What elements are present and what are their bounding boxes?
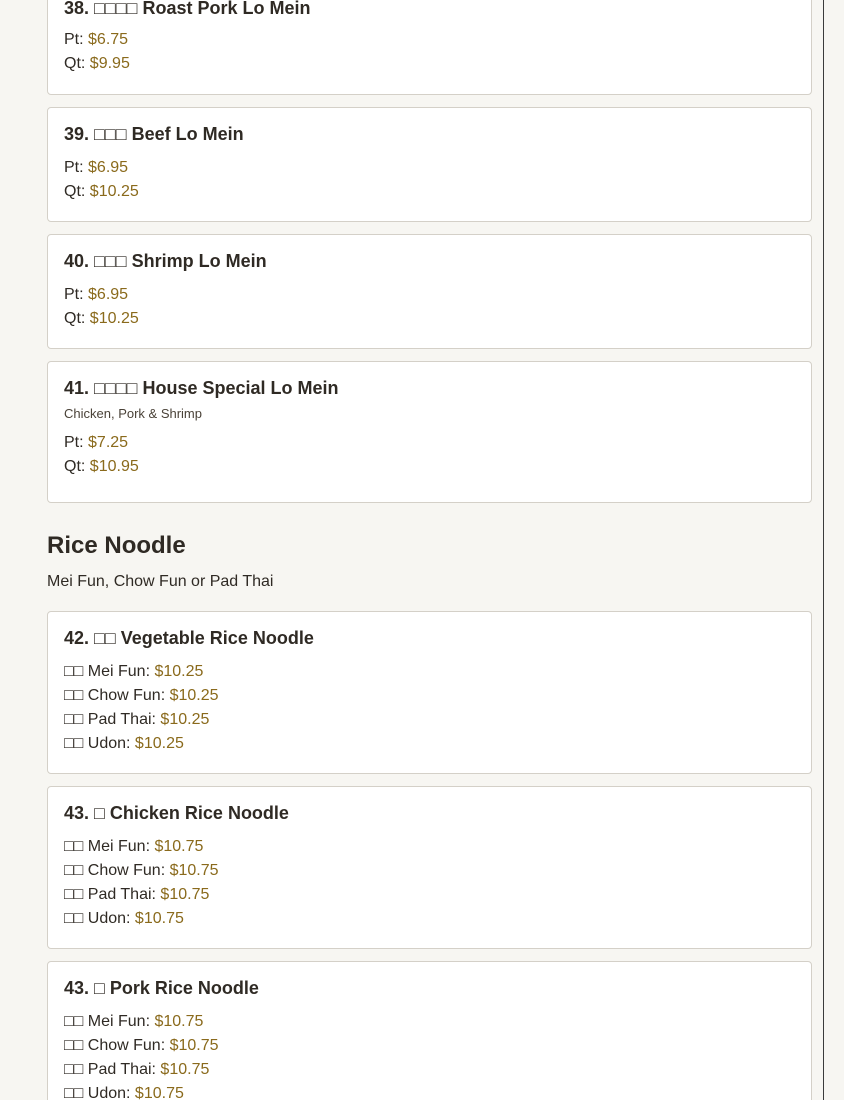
price-label: □□ Pad Thai: bbox=[64, 1061, 156, 1078]
price-line bbox=[64, 1034, 795, 1058]
price-line bbox=[64, 708, 795, 732]
price-line bbox=[64, 455, 795, 479]
price-value: $10.25 bbox=[134, 735, 184, 752]
price-line bbox=[64, 732, 795, 756]
price-line bbox=[64, 1082, 795, 1100]
price-value: $10.75 bbox=[169, 862, 219, 879]
price-label: □□ Udon: bbox=[64, 1085, 131, 1100]
price-value: $10.75 bbox=[154, 838, 204, 855]
price-label: Qt: bbox=[64, 458, 86, 475]
price-line bbox=[64, 684, 795, 708]
price-line bbox=[64, 907, 795, 931]
price-line bbox=[64, 180, 795, 204]
scrollbar[interactable] bbox=[823, 0, 824, 1100]
price-label: Pt: bbox=[64, 31, 84, 48]
menu-item-title: 41. □□□□ House Special Lo Mein bbox=[64, 378, 339, 398]
price-label: □□ Udon: bbox=[64, 735, 131, 752]
price-line bbox=[64, 431, 795, 455]
price-label: Pt: bbox=[64, 434, 84, 451]
menu-item-title: 43. □ Chicken Rice Noodle bbox=[64, 803, 289, 823]
price-label: □□ Mei Fun: bbox=[64, 838, 151, 855]
price-value: $10.95 bbox=[89, 458, 139, 475]
price-label: □□ Chow Fun: bbox=[64, 1037, 166, 1054]
price-label: Qt: bbox=[64, 55, 86, 72]
menu-column bbox=[47, 0, 812, 1100]
menu-item-card bbox=[47, 0, 812, 95]
menu-item-card bbox=[47, 786, 812, 949]
section-title: Rice Noodle bbox=[47, 532, 186, 559]
price-value: $10.25 bbox=[89, 183, 139, 200]
rice-noodle-section bbox=[47, 515, 812, 1100]
price-line bbox=[64, 52, 795, 76]
price-value: $7.25 bbox=[88, 434, 129, 451]
price-value: $6.95 bbox=[88, 159, 129, 176]
price-value: $10.75 bbox=[160, 886, 210, 903]
price-value: $10.25 bbox=[154, 663, 204, 680]
menu-item-title: 40. □□□ Shrimp Lo Mein bbox=[64, 251, 267, 271]
price-value: $10.25 bbox=[160, 711, 210, 728]
menu-item-card bbox=[47, 361, 812, 503]
price-label: □□ Udon: bbox=[64, 910, 131, 927]
price-line bbox=[64, 283, 795, 307]
price-value: $10.25 bbox=[169, 687, 219, 704]
price-value: $10.75 bbox=[154, 1013, 204, 1030]
price-value: $10.75 bbox=[160, 1061, 210, 1078]
price-label: Qt: bbox=[64, 183, 86, 200]
price-line bbox=[64, 307, 795, 331]
menu-item-title: 39. □□□ Beef Lo Mein bbox=[64, 124, 244, 144]
price-label: □□ Pad Thai: bbox=[64, 886, 156, 903]
price-value: $10.75 bbox=[134, 1085, 184, 1100]
price-line bbox=[64, 1058, 795, 1082]
price-value: $10.75 bbox=[134, 910, 184, 927]
price-label: □□ Mei Fun: bbox=[64, 663, 151, 680]
price-value: $6.95 bbox=[88, 286, 129, 303]
price-value: $9.95 bbox=[89, 55, 130, 72]
price-line bbox=[64, 883, 795, 907]
price-value: $10.75 bbox=[169, 1037, 219, 1054]
price-line bbox=[64, 28, 795, 52]
section-subtitle: Mei Fun, Chow Fun or Pad Thai bbox=[47, 573, 274, 590]
price-label: □□ Mei Fun: bbox=[64, 1013, 151, 1030]
menu-item-card bbox=[47, 611, 812, 774]
price-line bbox=[64, 1010, 795, 1034]
menu-item-description: Chicken, Pork & Shrimp bbox=[64, 406, 202, 421]
price-value: $6.75 bbox=[88, 31, 129, 48]
menu-item-title: 43. □ Pork Rice Noodle bbox=[64, 978, 259, 998]
price-line bbox=[64, 835, 795, 859]
price-line bbox=[64, 859, 795, 883]
price-label: Pt: bbox=[64, 159, 84, 176]
menu-item-card bbox=[47, 107, 812, 222]
menu-item-title: 38. □□□□ Roast Pork Lo Mein bbox=[64, 0, 311, 18]
price-label: □□ Chow Fun: bbox=[64, 862, 166, 879]
menu-item-card bbox=[47, 234, 812, 349]
menu-item-title: 42. □□ Vegetable Rice Noodle bbox=[64, 628, 314, 648]
price-line bbox=[64, 156, 795, 180]
price-label: Pt: bbox=[64, 286, 84, 303]
price-value: $10.25 bbox=[89, 310, 139, 327]
price-line bbox=[64, 660, 795, 684]
price-label: Qt: bbox=[64, 310, 86, 327]
price-label: □□ Pad Thai: bbox=[64, 711, 156, 728]
price-label: □□ Chow Fun: bbox=[64, 687, 166, 704]
menu-item-card bbox=[47, 961, 812, 1100]
